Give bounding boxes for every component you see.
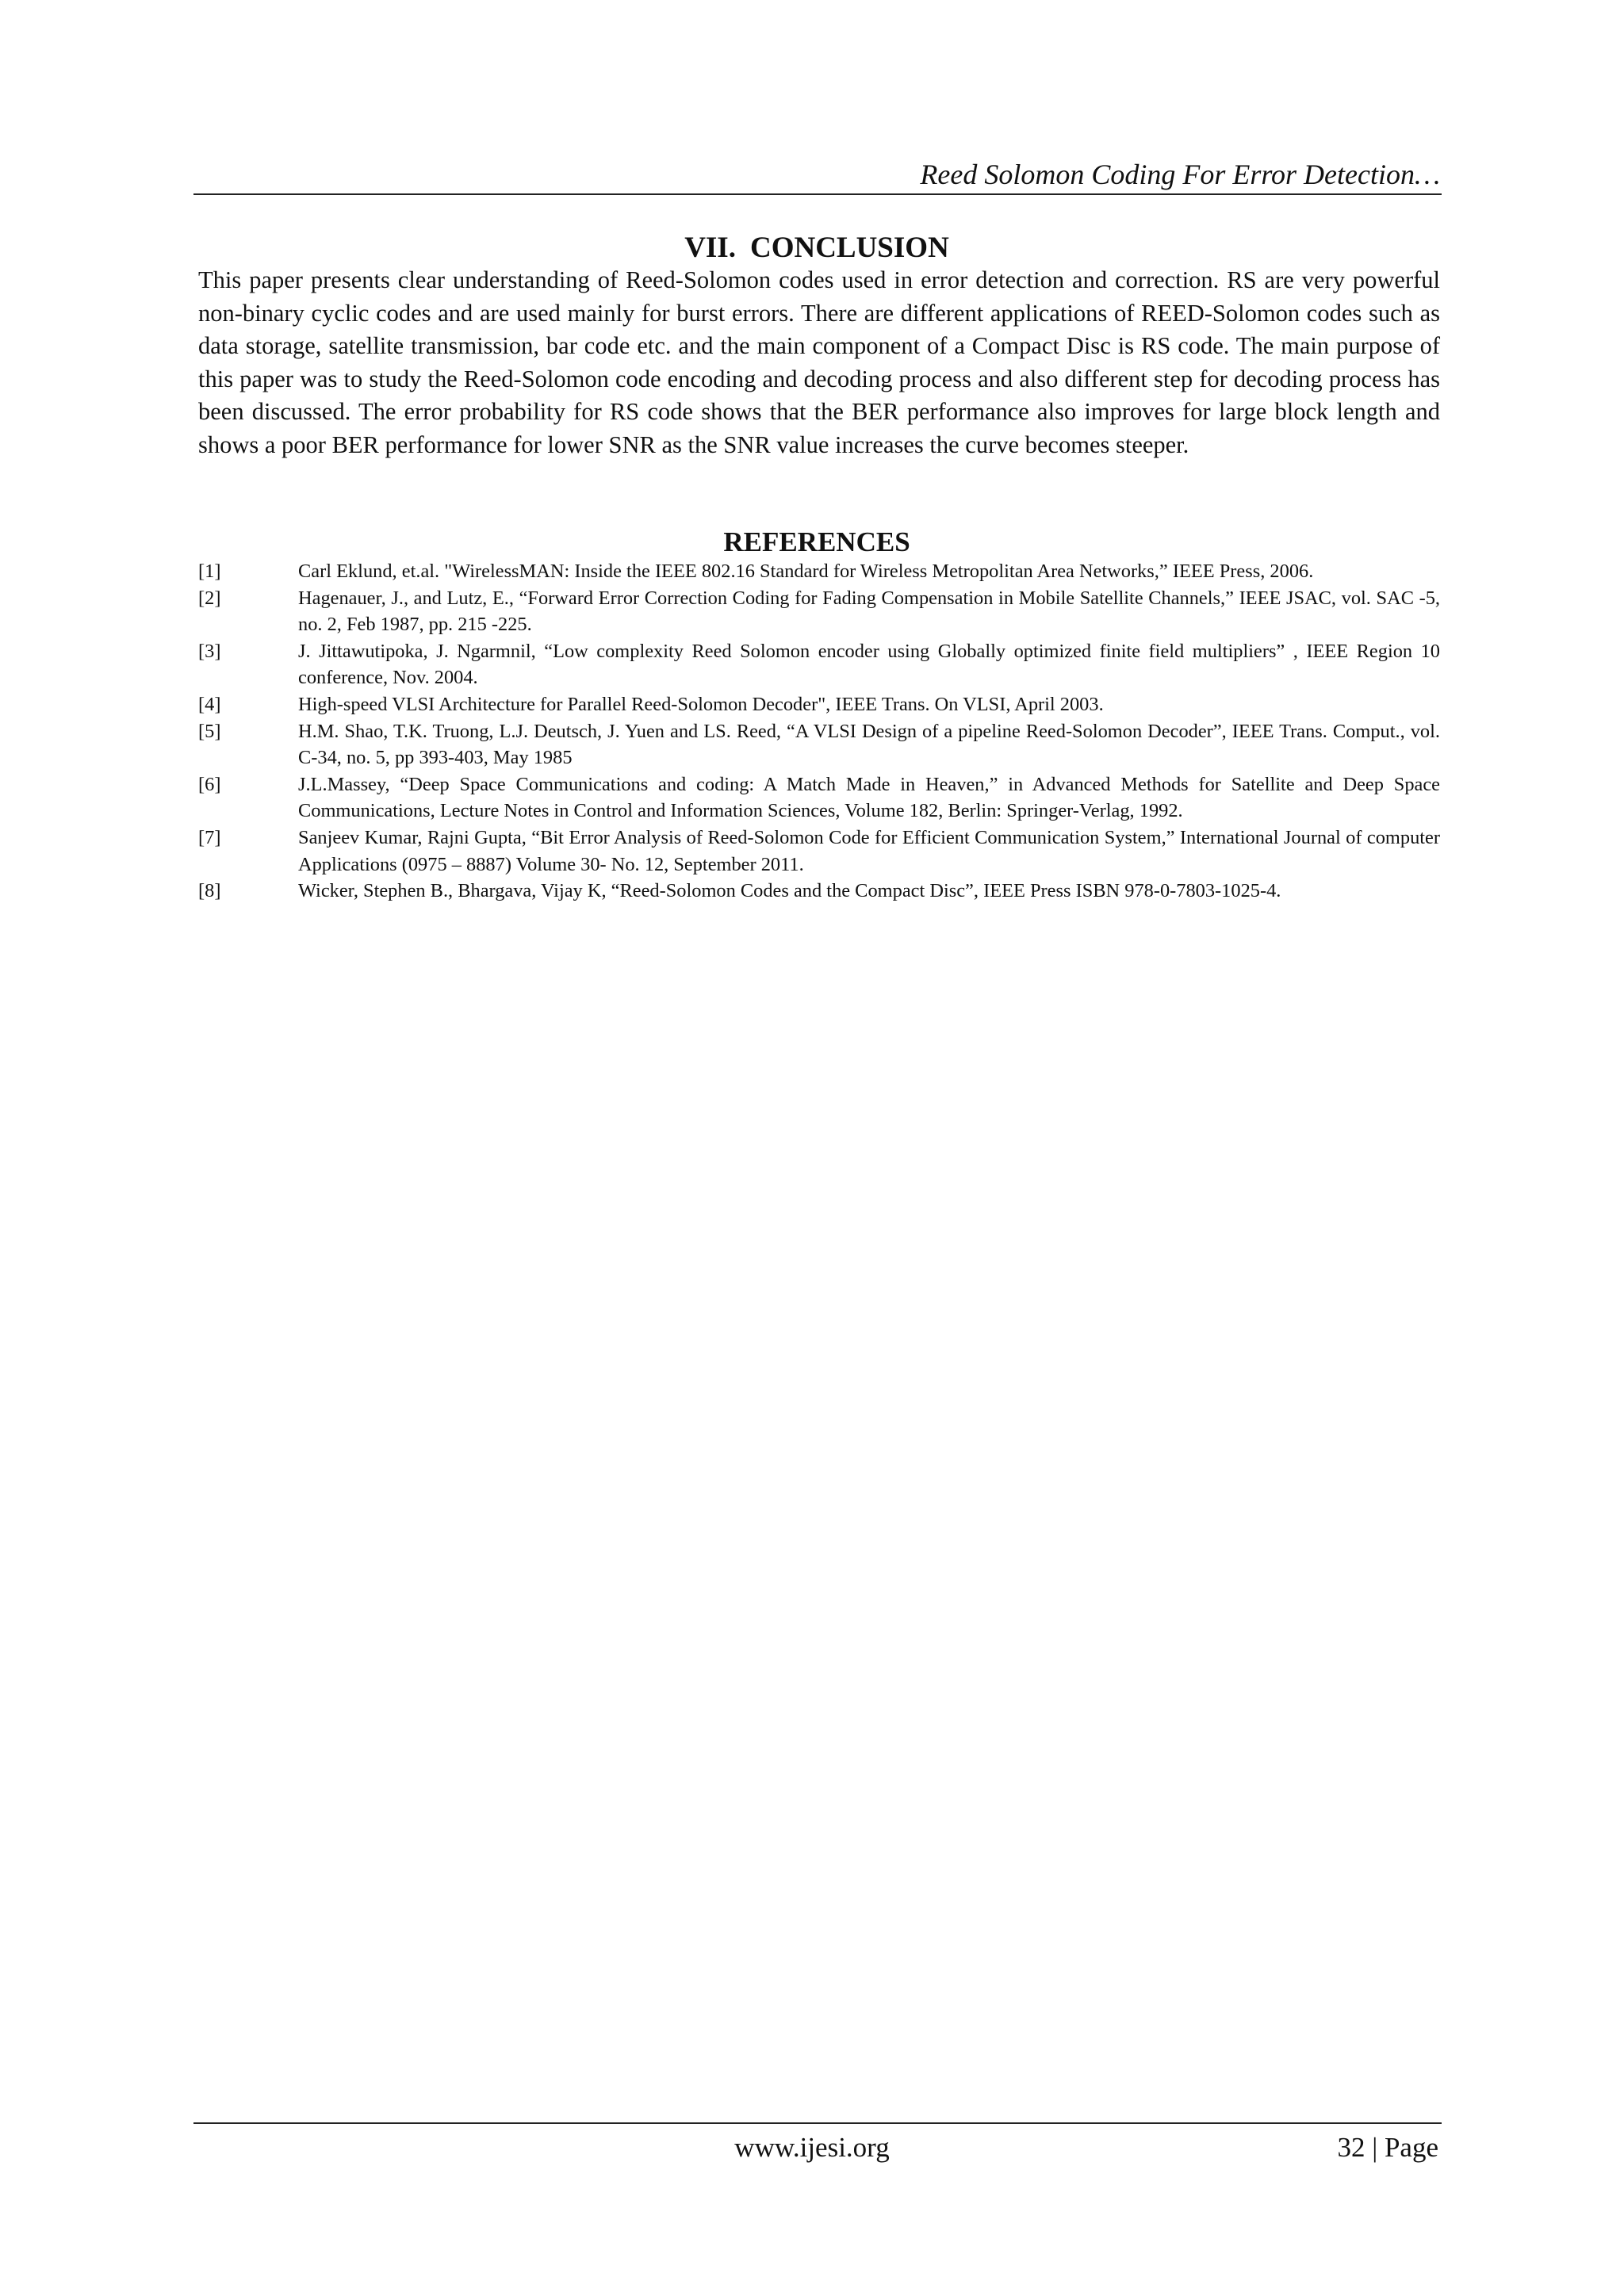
footer-page-number: 32 | Page	[1337, 2132, 1438, 2163]
reference-item	[198, 558, 1440, 585]
reference-text: H.M. Shao, T.K. Truong, L.J. Deutsch, J. Yuen and LS. Reed, “A VLSI Design of a pipeline Reed-Solomon Decoder”, IEEE Trans. Comput., vol. C-34, no. 5, pp 393-403, May 1985	[298, 720, 1440, 769]
footer-divider	[193, 2122, 1442, 2124]
running-header: Reed Solomon Coding For Error Detection…	[920, 159, 1440, 190]
conclusion-section-title: CONCLUSION	[749, 232, 949, 264]
reference-text: J.L.Massey, “Deep Space Communications and coding: A Match Made in Heaven,” in Advanced Methods for Satellite and Deep Space Communications, Lecture Notes in Control and Information Sciences, Volume 182, Berlin: Springer-Verlag, 1992.	[298, 773, 1440, 822]
reference-item	[198, 691, 1440, 718]
reference-text: Sanjeev Kumar, Rajni Gupta, “Bit Error Analysis of Reed-Solomon Code for Efficient Communication System,” International Journal of computer Applications (0975 – 8887) Volume 30- No. 12, September 2011.	[298, 826, 1440, 875]
header-divider	[193, 193, 1442, 195]
reference-item	[198, 878, 1440, 905]
reference-item	[198, 718, 1440, 771]
reference-number: [4]	[198, 693, 221, 715]
references-heading: REFERENCES	[723, 526, 910, 557]
reference-number: [6]	[198, 773, 221, 795]
references-list	[198, 558, 1440, 905]
reference-number: [1]	[198, 561, 221, 582]
conclusion-heading	[193, 230, 1440, 266]
conclusion-section-number: VII.	[684, 232, 736, 264]
conclusion-paragraph: This paper presents clear understanding of Reed-Solomon codes used in error detection and correction. RS are very powerful non-binary cyclic codes and are used mainly for burst errors. There are different applications of REED-Solomon codes such as data storage, satellite transmission, bar code etc. and the main component of a Compact Disc is RS code. The main purpose of this paper was to study the Reed-Solomon code encoding and decoding process and also different step for decoding process has been discussed. The error probability for RS code shows that the BER performance also improves for large block length and shows a poor BER performance for lower SNR as the SNR value increases the curve becomes steeper.	[198, 266, 1440, 458]
reference-text: Hagenauer, J., and Lutz, E., “Forward Error Correction Coding for Fading Compensation in Mobile Satellite Channels,” IEEE JSAC, vol. SAC -5, no. 2, Feb 1987, pp. 215 -225.	[298, 587, 1440, 636]
reference-item	[198, 825, 1440, 878]
reference-number: [5]	[198, 720, 221, 742]
reference-text: J. Jittawutipoka, J. Ngarmnil, “Low complexity Reed Solomon encoder using Globally optimized finite field multipliers” , IEEE Region 10 conference, Nov. 2004.	[298, 640, 1440, 689]
reference-text: Wicker, Stephen B., Bhargava, Vijay K, “Reed-Solomon Codes and the Compact Disc”, IEEE Press ISBN 978-0-7803-1025-4.	[298, 880, 1281, 902]
reference-item	[198, 638, 1440, 691]
reference-item	[198, 585, 1440, 638]
reference-number: [3]	[198, 640, 221, 662]
reference-text: High-speed VLSI Architecture for Parallel Reed-Solomon Decoder", IEEE Trans. On VLSI, April 2003.	[298, 693, 1104, 715]
reference-item	[198, 771, 1440, 825]
reference-number: [7]	[198, 826, 221, 848]
footer-url: www.ijesi.org	[734, 2132, 890, 2163]
reference-number: [2]	[198, 587, 221, 609]
reference-text: Carl Eklund, et.al. "WirelessMAN: Inside the IEEE 802.16 Standard for Wireless Metropolitan Area Networks,” IEEE Press, 2006.	[298, 561, 1314, 582]
reference-number: [8]	[198, 880, 221, 902]
